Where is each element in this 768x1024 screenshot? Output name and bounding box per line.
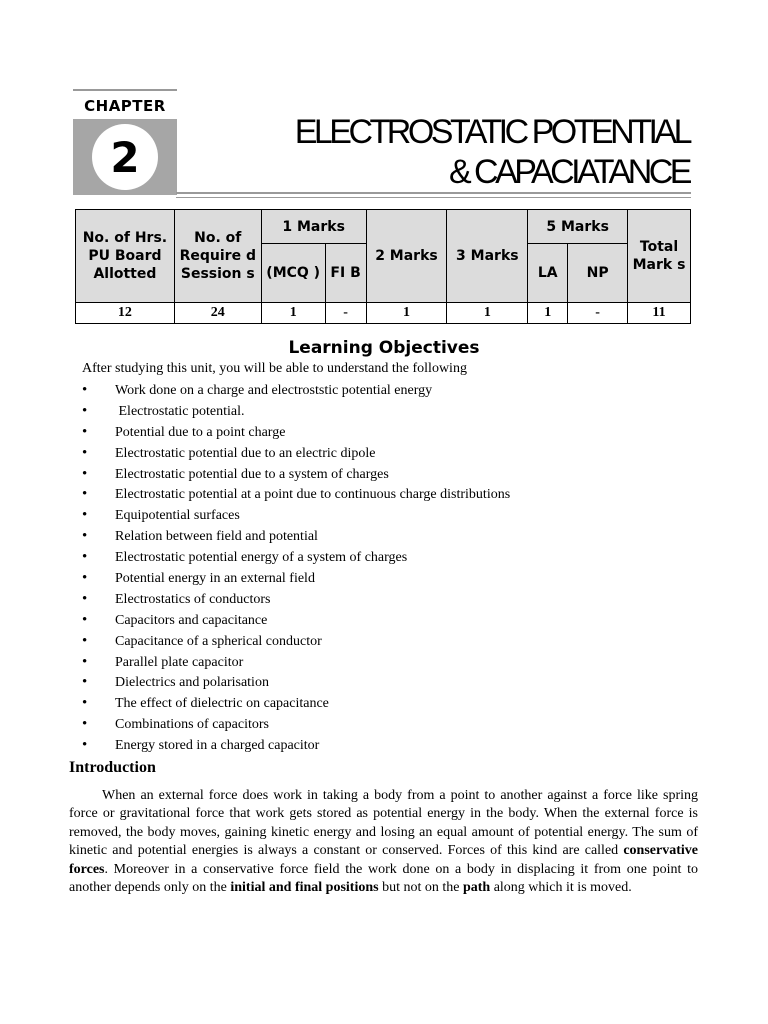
header-mcq: (MCQ )	[261, 244, 325, 303]
table-cell: 1	[366, 303, 447, 324]
intro-text: . Moreover in a conservative force field the work done on a body in displacing it from one point to another depends only on the	[69, 861, 698, 896]
introduction-paragraph	[69, 787, 698, 897]
learning-objectives-intro: After studying this unit, you will be able to understand the following	[82, 361, 467, 376]
header-one-mark: 1 Marks	[261, 210, 366, 244]
table-cell: 1	[528, 303, 568, 324]
chapter-title-line1: ELECTROSTATIC POTENTIAL	[294, 113, 689, 151]
table-cell: 11	[628, 303, 691, 324]
learning-objectives-heading: Learning Objectives	[288, 338, 480, 358]
list-item: • Electrostatic potential due to an electric dipole	[82, 443, 510, 464]
intro-text: but not on the	[378, 880, 463, 896]
table-row	[76, 303, 691, 324]
chapter-label: CHAPTER	[73, 89, 177, 119]
title-rule-thin	[176, 197, 691, 198]
list-item: • The effect of dielectric on capacitance	[82, 693, 510, 714]
intro-bold-term: path	[462, 880, 491, 896]
header-total-marks: Total Mark s	[628, 210, 691, 303]
intro-bold-term: initial and final positions	[230, 880, 379, 896]
list-item: • Electrostatic potential due to a system of charges	[82, 464, 510, 485]
list-item: • Potential energy in an external field	[82, 568, 510, 589]
list-item: • Capacitors and capacitance	[82, 610, 510, 631]
header-hours: No. of Hrs. PU Board Allotted	[76, 210, 175, 303]
list-item: • Electrostatic potential energy of a system of charges	[82, 547, 510, 568]
list-item: • Parallel plate capacitor	[82, 652, 510, 673]
chapter-number: 2	[92, 124, 158, 190]
chapter-title-line2: & CAPACIATANCE	[448, 153, 689, 191]
header-two-marks: 2 Marks	[366, 210, 447, 303]
header-five-marks: 5 Marks	[528, 210, 628, 244]
list-item: • Electrostatic potential.	[82, 401, 510, 422]
chapter-title	[295, 112, 689, 192]
table-cell: 1	[447, 303, 528, 324]
table-cell: -	[325, 303, 366, 324]
header-np: NP	[568, 244, 628, 303]
objectives-list	[82, 380, 510, 756]
header-la: LA	[528, 244, 568, 303]
marks-table	[75, 209, 691, 324]
table-cell: 12	[76, 303, 175, 324]
list-item: • Energy stored in a charged capacitor	[82, 735, 510, 756]
header-sessions: No. of Require d Session s	[174, 210, 261, 303]
chapter-number-block	[73, 119, 177, 195]
header-three-marks: 3 Marks	[447, 210, 528, 303]
intro-text: When an external force does work in taking a body from a point to another against a force like spring force or gravitational force that work gets stored as potential energy in the body. When the external force is removed, the body moves, gaining kinetic energy and losing an equal amount of potential energy. The sum of kinetic and potential energies is always a constant or conserved. Forces of this kind are called	[69, 788, 698, 859]
title-rule-thick	[176, 192, 691, 194]
intro-bold-term: conservative forces	[69, 843, 698, 877]
chapter-badge	[73, 89, 177, 195]
list-item: • Electrostatics of conductors	[82, 589, 510, 610]
list-item: • Electrostatic potential at a point due to continuous charge distributions	[82, 484, 510, 505]
list-item: • Combinations of capacitors	[82, 714, 510, 735]
intro-text: along which it is moved.	[490, 880, 632, 896]
header-fib: FI B	[325, 244, 366, 303]
list-item: • Potential due to a point charge	[82, 422, 510, 443]
introduction-heading: Introduction	[69, 759, 156, 776]
list-item: • Equipotential surfaces	[82, 505, 510, 526]
list-item: • Work done on a charge and electroststic potential energy	[82, 380, 510, 401]
table-cell: 24	[174, 303, 261, 324]
list-item: • Relation between field and potential	[82, 526, 510, 547]
list-item: • Dielectrics and polarisation	[82, 672, 510, 693]
table-cell: -	[568, 303, 628, 324]
table-cell: 1	[261, 303, 325, 324]
list-item: • Capacitance of a spherical conductor	[82, 631, 510, 652]
